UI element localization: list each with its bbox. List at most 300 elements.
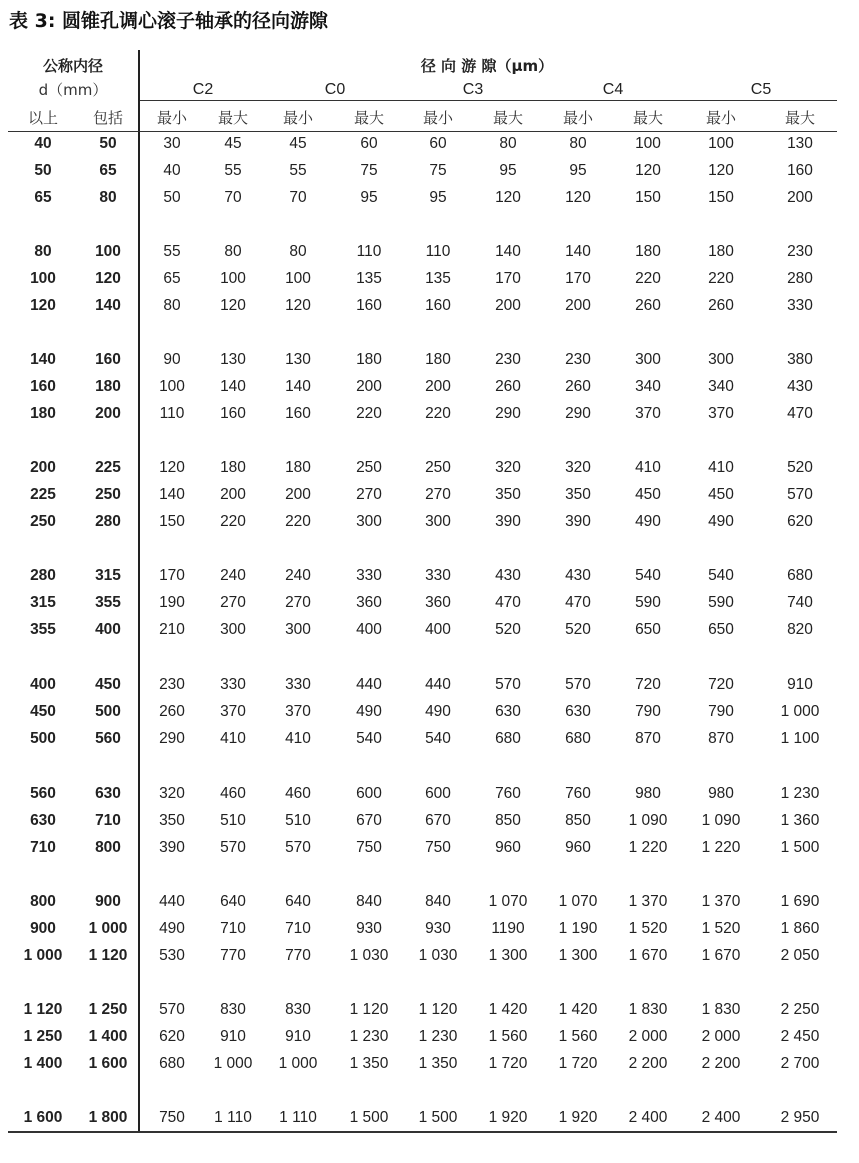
clearance-cell: 100 bbox=[635, 135, 661, 152]
clearance-cell: 320 bbox=[159, 785, 185, 802]
clearance-cell: 1 720 bbox=[558, 1055, 598, 1072]
clearance-cell: 330 bbox=[425, 567, 451, 584]
sub-header-max: 最大 bbox=[492, 109, 524, 127]
clearance-cell: 600 bbox=[356, 785, 382, 802]
bore-from-cell: 200 bbox=[30, 459, 56, 476]
clearance-cell: 210 bbox=[159, 621, 185, 638]
clearance-cell: 160 bbox=[220, 405, 246, 422]
clearance-cell: 2 200 bbox=[628, 1055, 668, 1072]
bore-from-cell: 180 bbox=[30, 405, 56, 422]
bore-from-cell: 800 bbox=[30, 893, 56, 910]
sub-header-min: 最小 bbox=[282, 109, 314, 127]
clearance-cell: 180 bbox=[285, 459, 311, 476]
clearance-cell: 770 bbox=[220, 947, 246, 964]
clearance-cell: 140 bbox=[495, 243, 521, 260]
subheader-rule bbox=[8, 131, 837, 132]
clearance-cell: 830 bbox=[285, 1001, 311, 1018]
bore-from-cell: 500 bbox=[30, 730, 56, 747]
clearance-cell: 170 bbox=[159, 567, 185, 584]
clearance-cell: 870 bbox=[635, 730, 661, 747]
clearance-cell: 60 bbox=[429, 135, 447, 152]
clearance-cell: 1 520 bbox=[628, 920, 668, 937]
clearance-cell: 650 bbox=[708, 621, 734, 638]
bore-to-cell: 315 bbox=[95, 567, 121, 584]
clearance-cell: 570 bbox=[495, 676, 521, 693]
clearance-cell: 1 420 bbox=[558, 1001, 598, 1018]
clearance-cell: 1 420 bbox=[488, 1001, 528, 1018]
clearance-cell: 960 bbox=[565, 839, 591, 856]
clearance-cell: 680 bbox=[787, 567, 813, 584]
clearance-cell: 540 bbox=[356, 730, 382, 747]
clearance-cell: 1 300 bbox=[488, 947, 528, 964]
clearance-cell: 640 bbox=[285, 893, 311, 910]
bore-to-cell: 450 bbox=[95, 676, 121, 693]
clearance-cell: 930 bbox=[425, 920, 451, 937]
clearance-cell: 470 bbox=[565, 594, 591, 611]
clearance-cell: 490 bbox=[708, 513, 734, 530]
clearance-cell: 100 bbox=[220, 270, 246, 287]
clearance-cell: 300 bbox=[635, 351, 661, 368]
clearance-cell: 1 670 bbox=[628, 947, 668, 964]
group-header-c0: C0 bbox=[324, 81, 346, 98]
clearance-cell: 720 bbox=[708, 676, 734, 693]
clearance-cell: 460 bbox=[220, 785, 246, 802]
sub-header-min: 最小 bbox=[705, 109, 737, 127]
bore-to-cell: 630 bbox=[95, 785, 121, 802]
clearance-cell: 600 bbox=[425, 785, 451, 802]
bore-to-cell: 560 bbox=[95, 730, 121, 747]
bore-to-cell: 500 bbox=[95, 703, 121, 720]
clearance-cell: 150 bbox=[708, 189, 734, 206]
clearance-cell: 1 030 bbox=[418, 947, 458, 964]
clearance-cell: 55 bbox=[163, 243, 181, 260]
clearance-cell: 910 bbox=[285, 1028, 311, 1045]
clearance-cell: 120 bbox=[159, 459, 185, 476]
clearance-cell: 540 bbox=[635, 567, 661, 584]
bore-from-cell: 450 bbox=[30, 703, 56, 720]
clearance-cell: 300 bbox=[425, 513, 451, 530]
clearance-cell: 110 bbox=[356, 243, 382, 260]
bore-to-cell: 355 bbox=[95, 594, 121, 611]
clearance-cell: 1 720 bbox=[488, 1055, 528, 1072]
clearance-cell: 540 bbox=[708, 567, 734, 584]
clearance-cell: 100 bbox=[285, 270, 311, 287]
clearance-cell: 590 bbox=[635, 594, 661, 611]
bore-to-cell: 1 250 bbox=[88, 1001, 128, 1018]
clearance-cell: 80 bbox=[499, 135, 517, 152]
clearance-cell: 230 bbox=[495, 351, 521, 368]
clearance-cell: 2 400 bbox=[701, 1109, 741, 1126]
clearance-cell: 1 070 bbox=[488, 893, 528, 910]
clearance-cell: 95 bbox=[499, 162, 517, 179]
clearance-cell: 760 bbox=[495, 785, 521, 802]
clearance-cell: 65 bbox=[163, 270, 181, 287]
clearance-cell: 1 230 bbox=[780, 785, 820, 802]
clearance-cell: 180 bbox=[708, 243, 734, 260]
bore-from-cell: 400 bbox=[30, 676, 56, 693]
clearance-cell: 350 bbox=[495, 486, 521, 503]
bore-from-cell: 65 bbox=[34, 189, 52, 206]
sub-header-max: 最大 bbox=[632, 109, 664, 127]
clearance-cell: 200 bbox=[565, 297, 591, 314]
bore-to-cell: 280 bbox=[95, 513, 121, 530]
clearance-cell: 120 bbox=[565, 189, 591, 206]
bore-to-cell: 250 bbox=[95, 486, 121, 503]
clearance-cell: 135 bbox=[425, 270, 451, 287]
clearance-cell: 380 bbox=[787, 351, 813, 368]
clearance-cell: 440 bbox=[356, 676, 382, 693]
bore-from-cell: 160 bbox=[30, 378, 56, 395]
clearance-cell: 630 bbox=[565, 703, 591, 720]
clearance-cell: 320 bbox=[565, 459, 591, 476]
clearance-cell: 910 bbox=[787, 676, 813, 693]
clearance-cell: 1 110 bbox=[279, 1109, 317, 1126]
clearance-cell: 620 bbox=[787, 513, 813, 530]
bore-to-cell: 710 bbox=[95, 812, 121, 829]
bore-to-cell: 1 400 bbox=[88, 1028, 128, 1045]
clearance-cell: 180 bbox=[356, 351, 382, 368]
clearance-cell: 390 bbox=[159, 839, 185, 856]
clearance-cell: 530 bbox=[159, 947, 185, 964]
clearance-cell: 520 bbox=[565, 621, 591, 638]
sub-header-to: 包括 bbox=[92, 109, 124, 127]
bore-from-cell: 1 400 bbox=[23, 1055, 63, 1072]
clearance-cell: 200 bbox=[356, 378, 382, 395]
clearance-cell: 670 bbox=[425, 812, 451, 829]
clearance-cell: 200 bbox=[425, 378, 451, 395]
clearance-cell: 410 bbox=[220, 730, 246, 747]
clearance-cell: 750 bbox=[425, 839, 451, 856]
clearance-cell: 360 bbox=[356, 594, 382, 611]
bore-to-cell: 200 bbox=[95, 405, 121, 422]
clearance-cell: 870 bbox=[708, 730, 734, 747]
clearance-cell: 1 920 bbox=[558, 1109, 598, 1126]
clearance-cell: 710 bbox=[285, 920, 311, 937]
clearance-cell: 120 bbox=[495, 189, 521, 206]
bore-label: 公称内径 bbox=[42, 57, 104, 75]
clearance-cell: 80 bbox=[163, 297, 181, 314]
bore-to-cell: 800 bbox=[95, 839, 121, 856]
clearance-cell: 1 690 bbox=[780, 893, 820, 910]
clearance-cell: 430 bbox=[565, 567, 591, 584]
clearance-cell: 1 670 bbox=[701, 947, 741, 964]
clearance-cell: 680 bbox=[159, 1055, 185, 1072]
clearance-cell: 260 bbox=[565, 378, 591, 395]
clearance-cell: 1 120 bbox=[349, 1001, 389, 1018]
clearance-cell: 290 bbox=[565, 405, 591, 422]
clearance-cell: 1 070 bbox=[558, 893, 598, 910]
bore-from-cell: 315 bbox=[30, 594, 56, 611]
clearance-cell: 180 bbox=[635, 243, 661, 260]
clearance-cell: 520 bbox=[495, 621, 521, 638]
clearance-cell: 120 bbox=[220, 297, 246, 314]
clearance-cell: 55 bbox=[289, 162, 307, 179]
clearance-cell: 390 bbox=[565, 513, 591, 530]
clearance-cell: 1 100 bbox=[780, 730, 820, 747]
clearance-cell: 270 bbox=[285, 594, 311, 611]
clearance-cell: 670 bbox=[356, 812, 382, 829]
clearance-cell: 120 bbox=[708, 162, 734, 179]
bore-to-cell: 160 bbox=[95, 351, 121, 368]
clearance-cell: 120 bbox=[285, 297, 311, 314]
clearance-cell: 70 bbox=[289, 189, 307, 206]
clearance-cell: 130 bbox=[285, 351, 311, 368]
clearance-cell: 1 350 bbox=[418, 1055, 458, 1072]
clearance-cell: 980 bbox=[635, 785, 661, 802]
clearance-cell: 1 090 bbox=[701, 812, 741, 829]
clearance-cell: 220 bbox=[635, 270, 661, 287]
clearance-cell: 570 bbox=[285, 839, 311, 856]
sub-header-max: 最大 bbox=[217, 109, 249, 127]
clearance-cell: 330 bbox=[285, 676, 311, 693]
bore-to-cell: 225 bbox=[95, 459, 121, 476]
clearance-cell: 570 bbox=[220, 839, 246, 856]
bore-from-cell: 1 120 bbox=[23, 1001, 63, 1018]
clearance-cell: 360 bbox=[425, 594, 451, 611]
clearance-cell: 2 950 bbox=[780, 1109, 820, 1126]
clearance-cell: 410 bbox=[708, 459, 734, 476]
clearance-cell: 1 230 bbox=[349, 1028, 389, 1045]
clearance-cell: 45 bbox=[224, 135, 242, 152]
clearance-cell: 1 560 bbox=[558, 1028, 598, 1045]
clearance-cell: 1 220 bbox=[701, 839, 741, 856]
clearance-cell: 510 bbox=[285, 812, 311, 829]
clearance-cell: 930 bbox=[356, 920, 382, 937]
bore-from-cell: 630 bbox=[30, 812, 56, 829]
clearance-cell: 1 000 bbox=[780, 703, 820, 720]
clearance-cell: 570 bbox=[565, 676, 591, 693]
table-bottom-rule bbox=[8, 1131, 837, 1133]
clearance-cell: 520 bbox=[787, 459, 813, 476]
clearance-cell: 1 500 bbox=[780, 839, 820, 856]
clearance-cell: 270 bbox=[220, 594, 246, 611]
clearance-cell: 630 bbox=[495, 703, 521, 720]
clearance-cell: 95 bbox=[360, 189, 378, 206]
clearance-cell: 230 bbox=[159, 676, 185, 693]
clearance-cell: 1 560 bbox=[488, 1028, 528, 1045]
clearance-cell: 850 bbox=[565, 812, 591, 829]
clearance-cell: 1 120 bbox=[418, 1001, 458, 1018]
clearance-cell: 1 520 bbox=[701, 920, 741, 937]
clearance-cell: 790 bbox=[635, 703, 661, 720]
clearance-cell: 140 bbox=[220, 378, 246, 395]
clearance-cell: 2 450 bbox=[780, 1028, 820, 1045]
bore-from-cell: 900 bbox=[30, 920, 56, 937]
clearance-cell: 640 bbox=[220, 893, 246, 910]
clearance-cell: 370 bbox=[708, 405, 734, 422]
clearance-cell: 1 370 bbox=[701, 893, 741, 910]
clearance-cell: 1 220 bbox=[628, 839, 668, 856]
clearance-cell: 80 bbox=[289, 243, 307, 260]
clearance-cell: 75 bbox=[360, 162, 378, 179]
clearance-cell: 300 bbox=[356, 513, 382, 530]
bore-to-cell: 180 bbox=[95, 378, 121, 395]
group-header-c3: C3 bbox=[462, 81, 484, 98]
clearance-cell: 250 bbox=[425, 459, 451, 476]
clearance-cell: 120 bbox=[635, 162, 661, 179]
clearance-cell: 170 bbox=[565, 270, 591, 287]
bore-unit: d（mm） bbox=[38, 81, 108, 99]
clearance-cell: 2 050 bbox=[780, 947, 820, 964]
clearance-cell: 620 bbox=[159, 1028, 185, 1045]
bore-from-cell: 100 bbox=[30, 270, 56, 287]
clearance-cell: 220 bbox=[425, 405, 451, 422]
clearance-cell: 2 000 bbox=[628, 1028, 668, 1045]
table-title: 表 3: 圆锥孔调心滚子轴承的径向游隙 bbox=[9, 10, 329, 32]
bore-from-cell: 140 bbox=[30, 351, 56, 368]
bore-from-cell: 710 bbox=[30, 839, 56, 856]
clearance-cell: 95 bbox=[569, 162, 587, 179]
clearance-cell: 290 bbox=[495, 405, 521, 422]
clearance-cell: 760 bbox=[565, 785, 591, 802]
clearance-cell: 1 350 bbox=[349, 1055, 389, 1072]
clearance-cell: 1 500 bbox=[349, 1109, 389, 1126]
clearance-cell: 850 bbox=[495, 812, 521, 829]
group-header-c4: C4 bbox=[602, 81, 624, 98]
clearance-cell: 200 bbox=[495, 297, 521, 314]
clearance-cell: 1 500 bbox=[418, 1109, 458, 1126]
clearance-cell: 340 bbox=[708, 378, 734, 395]
clearance-cell: 180 bbox=[425, 351, 451, 368]
clearance-cell: 160 bbox=[787, 162, 813, 179]
clearance-cell: 1 030 bbox=[349, 947, 389, 964]
clearance-cell: 140 bbox=[159, 486, 185, 503]
sub-header-min: 最小 bbox=[562, 109, 594, 127]
clearance-cell: 260 bbox=[495, 378, 521, 395]
clearance-cell: 390 bbox=[495, 513, 521, 530]
clearance-cell: 110 bbox=[159, 405, 185, 422]
clearance-cell: 160 bbox=[356, 297, 382, 314]
bore-from-cell: 1 600 bbox=[23, 1109, 63, 1126]
clearance-cell: 2 400 bbox=[628, 1109, 668, 1126]
clearance-cell: 440 bbox=[425, 676, 451, 693]
clearance-cell: 750 bbox=[356, 839, 382, 856]
clearance-cell: 30 bbox=[163, 135, 181, 152]
clearance-cell: 260 bbox=[708, 297, 734, 314]
clearance-cell: 95 bbox=[429, 189, 447, 206]
clearance-cell: 350 bbox=[159, 812, 185, 829]
clearance-cell: 1 190 bbox=[558, 920, 598, 937]
clearance-cell: 330 bbox=[787, 297, 813, 314]
sub-header-min: 最小 bbox=[156, 109, 188, 127]
group-header-c5: C5 bbox=[750, 81, 772, 98]
sub-header-max: 最大 bbox=[784, 109, 816, 127]
clearance-cell: 840 bbox=[356, 893, 382, 910]
clearance-cell: 140 bbox=[565, 243, 591, 260]
group-header-rule bbox=[140, 100, 837, 101]
clearance-cell: 130 bbox=[220, 351, 246, 368]
clearance-cell: 430 bbox=[787, 378, 813, 395]
clearance-cell: 300 bbox=[285, 621, 311, 638]
clearance-cell: 400 bbox=[425, 621, 451, 638]
clearance-cell: 980 bbox=[708, 785, 734, 802]
clearance-cell: 490 bbox=[356, 703, 382, 720]
clearance-cell: 2 250 bbox=[780, 1001, 820, 1018]
group-header-c2: C2 bbox=[192, 81, 214, 98]
clearance-cell: 320 bbox=[495, 459, 521, 476]
clearance-cell: 720 bbox=[635, 676, 661, 693]
clearance-cell: 440 bbox=[159, 893, 185, 910]
clearance-cell: 200 bbox=[285, 486, 311, 503]
clearance-cell: 220 bbox=[708, 270, 734, 287]
clearance-cell: 170 bbox=[495, 270, 521, 287]
clearance-cell: 450 bbox=[635, 486, 661, 503]
clearance-cell: 590 bbox=[708, 594, 734, 611]
clearance-cell: 220 bbox=[356, 405, 382, 422]
bore-to-cell: 1 600 bbox=[88, 1055, 128, 1072]
clearance-cell: 820 bbox=[787, 621, 813, 638]
clearance-cell: 370 bbox=[220, 703, 246, 720]
clearance-cell: 300 bbox=[220, 621, 246, 638]
clearance-cell: 770 bbox=[285, 947, 311, 964]
sub-header-min: 最小 bbox=[422, 109, 454, 127]
bore-from-cell: 250 bbox=[30, 513, 56, 530]
bore-to-cell: 1 120 bbox=[88, 947, 128, 964]
clearance-cell: 740 bbox=[787, 594, 813, 611]
clearance-cell: 75 bbox=[429, 162, 447, 179]
clearance-cell: 840 bbox=[425, 893, 451, 910]
clearance-cell: 470 bbox=[787, 405, 813, 422]
sub-header-from: 以上 bbox=[27, 109, 59, 127]
bore-from-cell: 225 bbox=[30, 486, 56, 503]
clearance-cell: 100 bbox=[159, 378, 185, 395]
bore-to-cell: 900 bbox=[95, 893, 121, 910]
clearance-cell: 70 bbox=[224, 189, 242, 206]
clearance-cell: 2 700 bbox=[780, 1055, 820, 1072]
clearance-cell: 570 bbox=[787, 486, 813, 503]
clearance-cell: 240 bbox=[285, 567, 311, 584]
clearance-cell: 140 bbox=[285, 378, 311, 395]
clearance-cell: 540 bbox=[425, 730, 451, 747]
clearance-cell: 230 bbox=[787, 243, 813, 260]
bore-from-cell: 355 bbox=[30, 621, 56, 638]
clearance-cell: 750 bbox=[159, 1109, 185, 1126]
column-divider bbox=[138, 50, 140, 1132]
clearance-cell: 300 bbox=[708, 351, 734, 368]
clearance-cell: 410 bbox=[635, 459, 661, 476]
clearance-cell: 960 bbox=[495, 839, 521, 856]
clearance-cell: 330 bbox=[220, 676, 246, 693]
clearance-cell: 150 bbox=[159, 513, 185, 530]
clearance-cell: 490 bbox=[425, 703, 451, 720]
clearance-cell: 340 bbox=[635, 378, 661, 395]
clearance-cell: 650 bbox=[635, 621, 661, 638]
clearance-cell: 510 bbox=[220, 812, 246, 829]
sub-header-max: 最大 bbox=[353, 109, 385, 127]
bore-from-cell: 120 bbox=[30, 297, 56, 314]
clearance-cell: 680 bbox=[495, 730, 521, 747]
clearance-cell: 450 bbox=[708, 486, 734, 503]
clearance-cell: 470 bbox=[495, 594, 521, 611]
clearance-cell: 280 bbox=[787, 270, 813, 287]
clearance-cell: 40 bbox=[163, 162, 181, 179]
bore-from-cell: 280 bbox=[30, 567, 56, 584]
clearance-cell: 60 bbox=[360, 135, 378, 152]
clearance-cell: 1 230 bbox=[418, 1028, 458, 1045]
bore-to-cell: 50 bbox=[99, 135, 117, 152]
clearance-cell: 230 bbox=[565, 351, 591, 368]
clearance-cell: 910 bbox=[220, 1028, 246, 1045]
clearance-cell: 220 bbox=[285, 513, 311, 530]
clearance-cell: 330 bbox=[356, 567, 382, 584]
clearance-cell: 160 bbox=[285, 405, 311, 422]
bore-to-cell: 120 bbox=[95, 270, 121, 287]
clearance-cell: 1 090 bbox=[628, 812, 668, 829]
clearance-cell: 190 bbox=[159, 594, 185, 611]
clearance-cell: 1 830 bbox=[701, 1001, 741, 1018]
clearance-cell: 1190 bbox=[491, 920, 525, 937]
bore-to-cell: 400 bbox=[95, 621, 121, 638]
